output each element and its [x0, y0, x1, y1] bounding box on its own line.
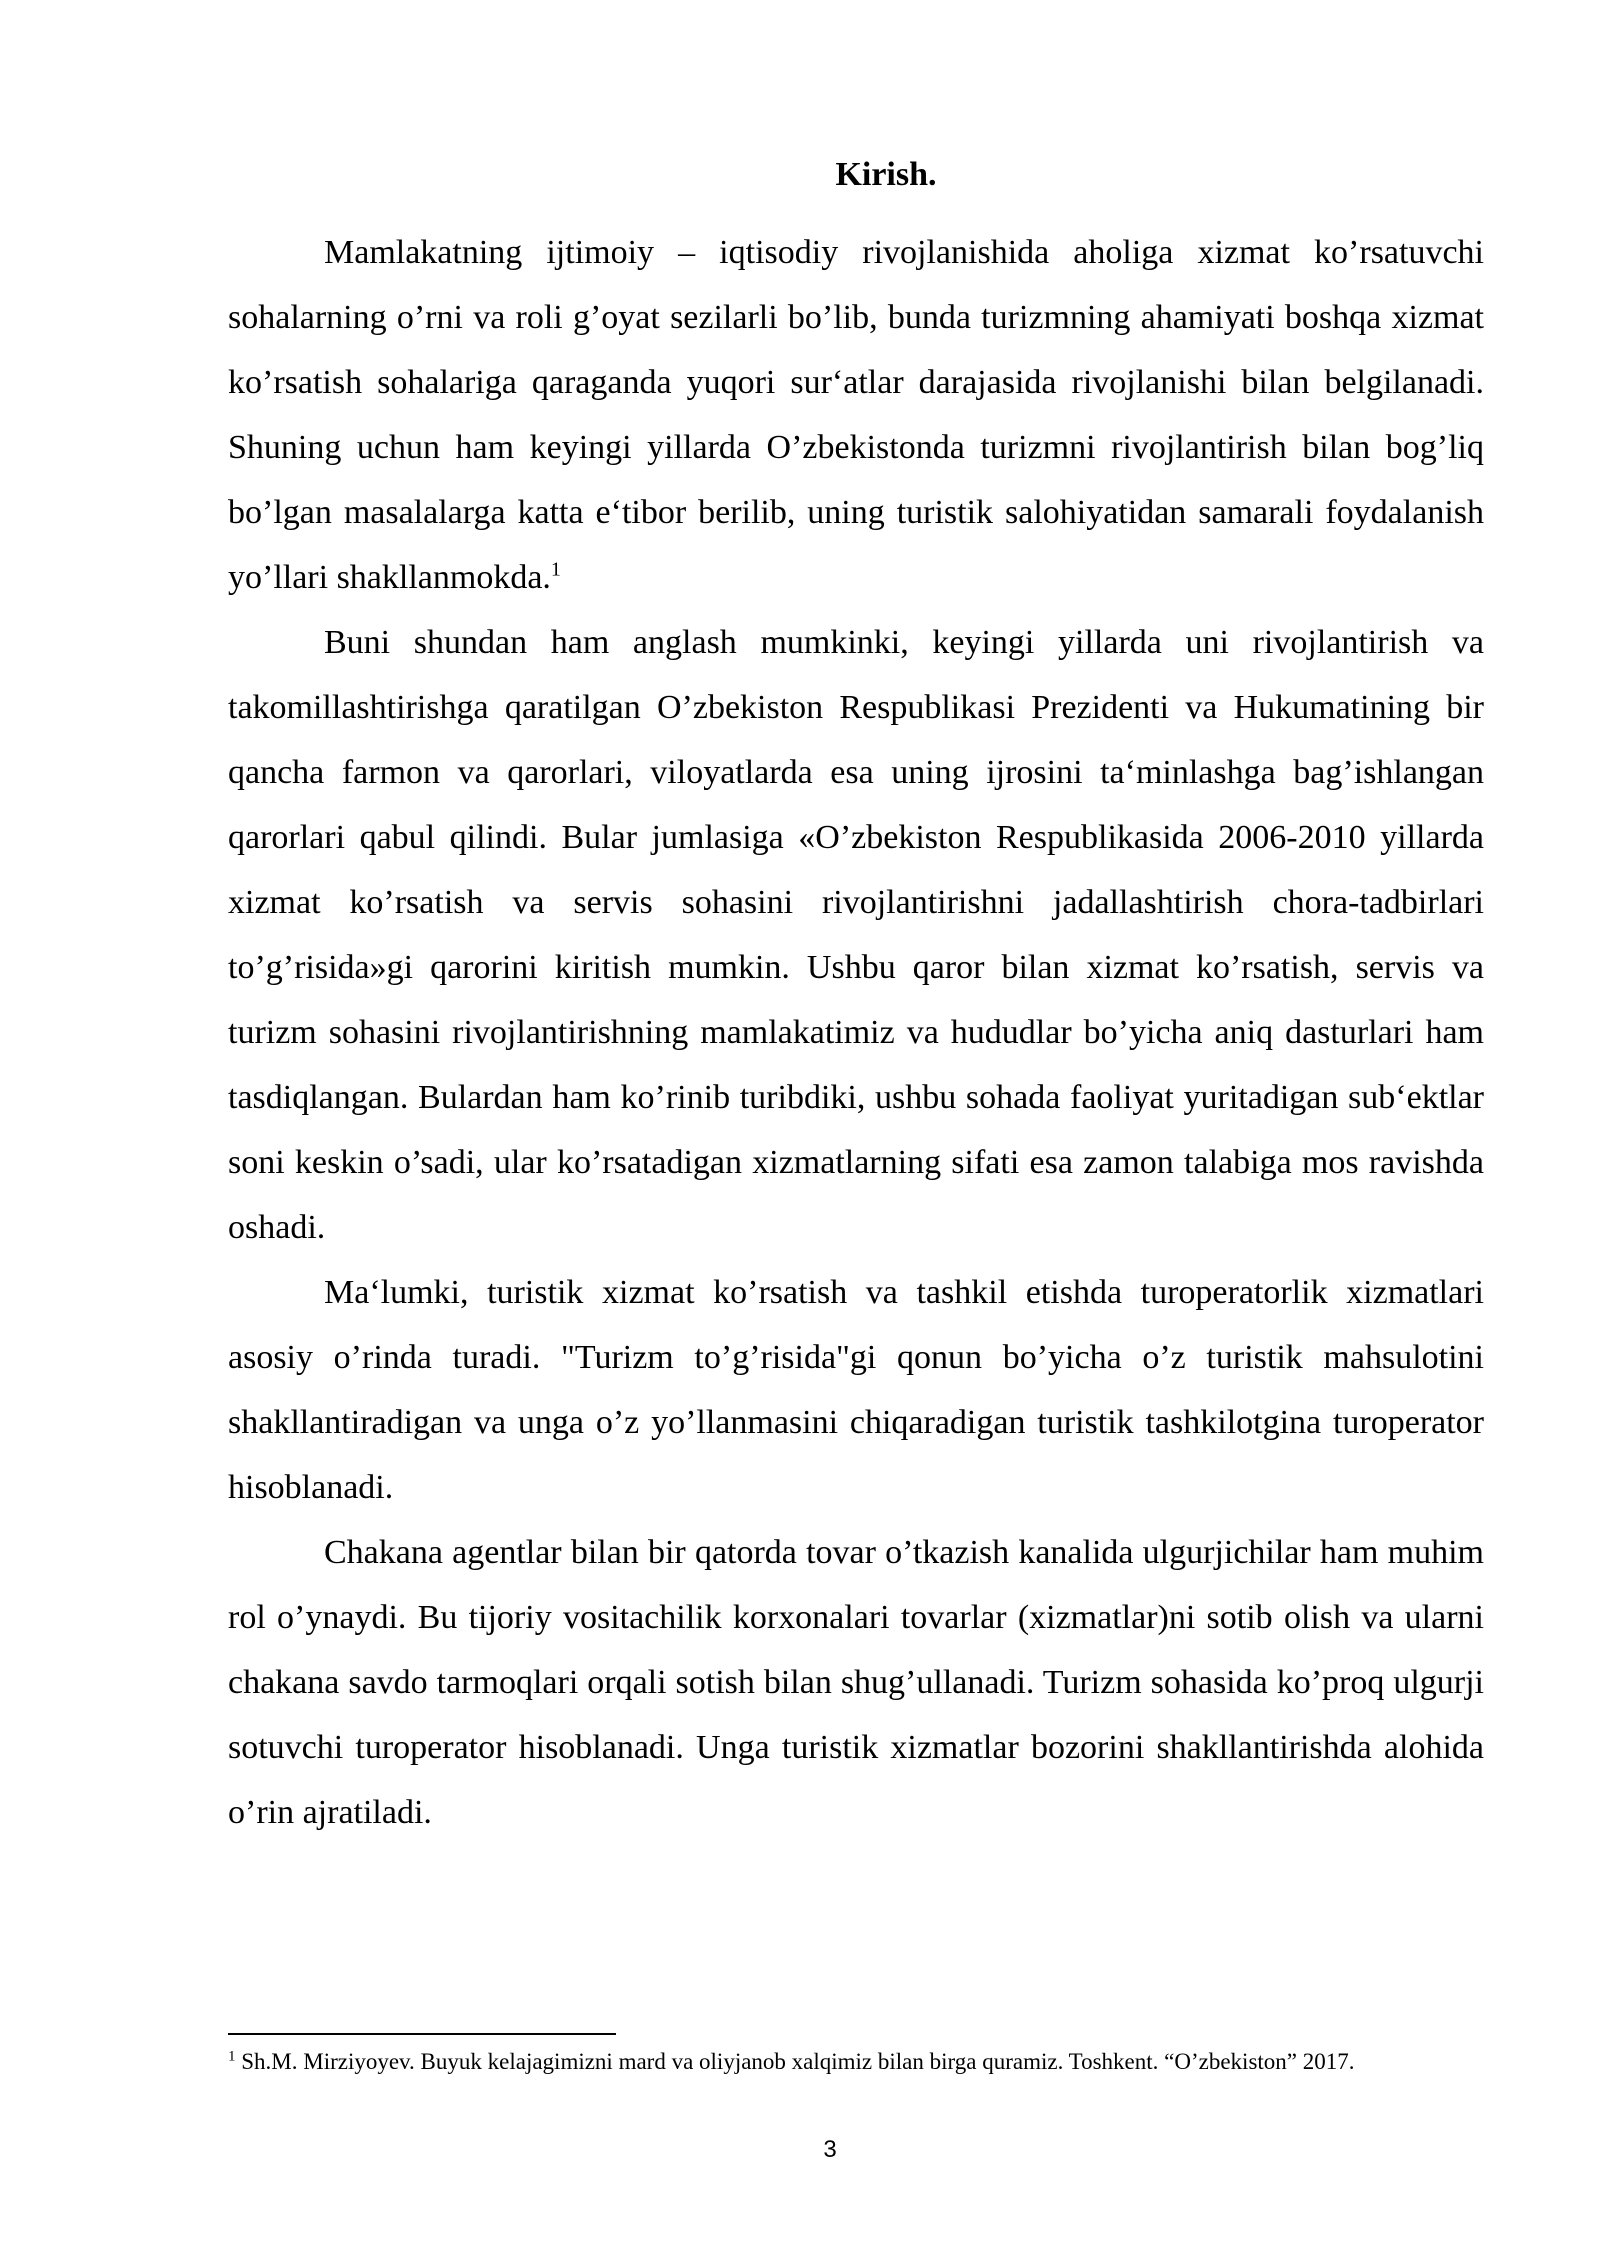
paragraph-1 [228, 220, 1484, 610]
page-number: 3 [823, 2136, 837, 2163]
footnote-divider [228, 2033, 616, 2035]
page-body [228, 150, 1484, 1845]
paragraph-2-text: Buni shundan ham anglash mumkinki, keyingi yillarda uni rivojlantirish va takomillashtirishga qaratilgan O’zbekiston Respublikasi Prezidenti va Hukumatining bir qancha farmon va qarorlari, viloyatlarda esa uning ijrosini ta‘minlashga bag’ishlangan qarorlari qabul qilindi. Bular jumlasiga «O’zbekiston Respublikasida 2006-2010 yillarda xizmat ko’rsatish va servis sohasini rivojlantirishni jadallashtirish chora-tadbirlari to’g’risida»gi qarorini kiritish mumkin. Ushbu qaror bilan xizmat ko’rsatish, servis va turizm sohasini rivojlantirishning mamlakatimiz va hududlar bo’yicha aniq dasturlari ham tasdiqlangan. Bulardan ham ko’rinib turibdiki, ushbu sohada faoliyat yuritadigan sub‘ektlar soni keskin o’sadi, ular ko’rsatadigan xizmatlarning sifati esa zamon talabiga mos ravishda oshadi. [228, 624, 1484, 1246]
section-title: Kirish. [835, 156, 937, 193]
paragraph-1-text: Mamlakatning ijtimoiy – iqtisodiy rivojlanishida aholiga xizmat ko’rsatuvchi sohalarning o’rni va roli g’oyat sezilarli bo’lib, bunda turizmning ahamiyati boshqa xizmat ko’rsatish sohalariga qaraganda yuqori sur‘atlar darajasida rivojlanishi bilan belgilanadi. Shuning uchun ham keyingi yillarda O’zbekistonda turizmni rivojlantirish bilan bog’liq bo’lgan masalalarga katta e‘tibor berilib, uning turistik salohiyatidan samarali foydalanish yo’llari shakllanmokda. [228, 234, 1484, 596]
footnote-reference[interactable]: 1 [550, 558, 561, 581]
footnote [228, 2046, 1484, 2078]
paragraph-2 [228, 610, 1484, 1260]
paragraph-3 [228, 1260, 1484, 1520]
footnote-text: Sh.M. Mirziyoyev. Buyuk kelajagimizni mard va oliyjanob xalqimiz bilan birga quramiz. Toshkent. “O’zbekiston” 2017. [235, 2049, 1355, 2074]
footnote-marker: 1 [228, 2048, 236, 2065]
paragraph-4 [228, 1520, 1484, 1845]
paragraph-4-text: Chakana agentlar bilan bir qatorda tovar o’tkazish kanalida ulgurjichilar ham muhim rol o’ynaydi. Bu tijoriy vositachilik korxonalari tovarlar (xizmatlar)ni sotib olish va ularni chakana savdo tarmoqlari orqali sotish bilan shug’ullanadi. Turizm sohasida ko’proq ulgurji sotuvchi turoperator hisoblanadi. Unga turistik xizmatlar bozorini shakllantirishda alohida o’rin ajratiladi. [228, 1534, 1484, 1831]
paragraph-3-text: Ma‘lumki, turistik xizmat ko’rsatish va tashkil etishda turoperatorlik xizmatlari asosiy o’rinda turadi. "Turizm to’g’risida"gi qonun bo’yicha o’z turistik mahsulotini shakllantiradigan va unga o’z yo’llanmasini chiqaradigan turistik tashkilotgina turoperator hisoblanadi. [228, 1274, 1484, 1506]
